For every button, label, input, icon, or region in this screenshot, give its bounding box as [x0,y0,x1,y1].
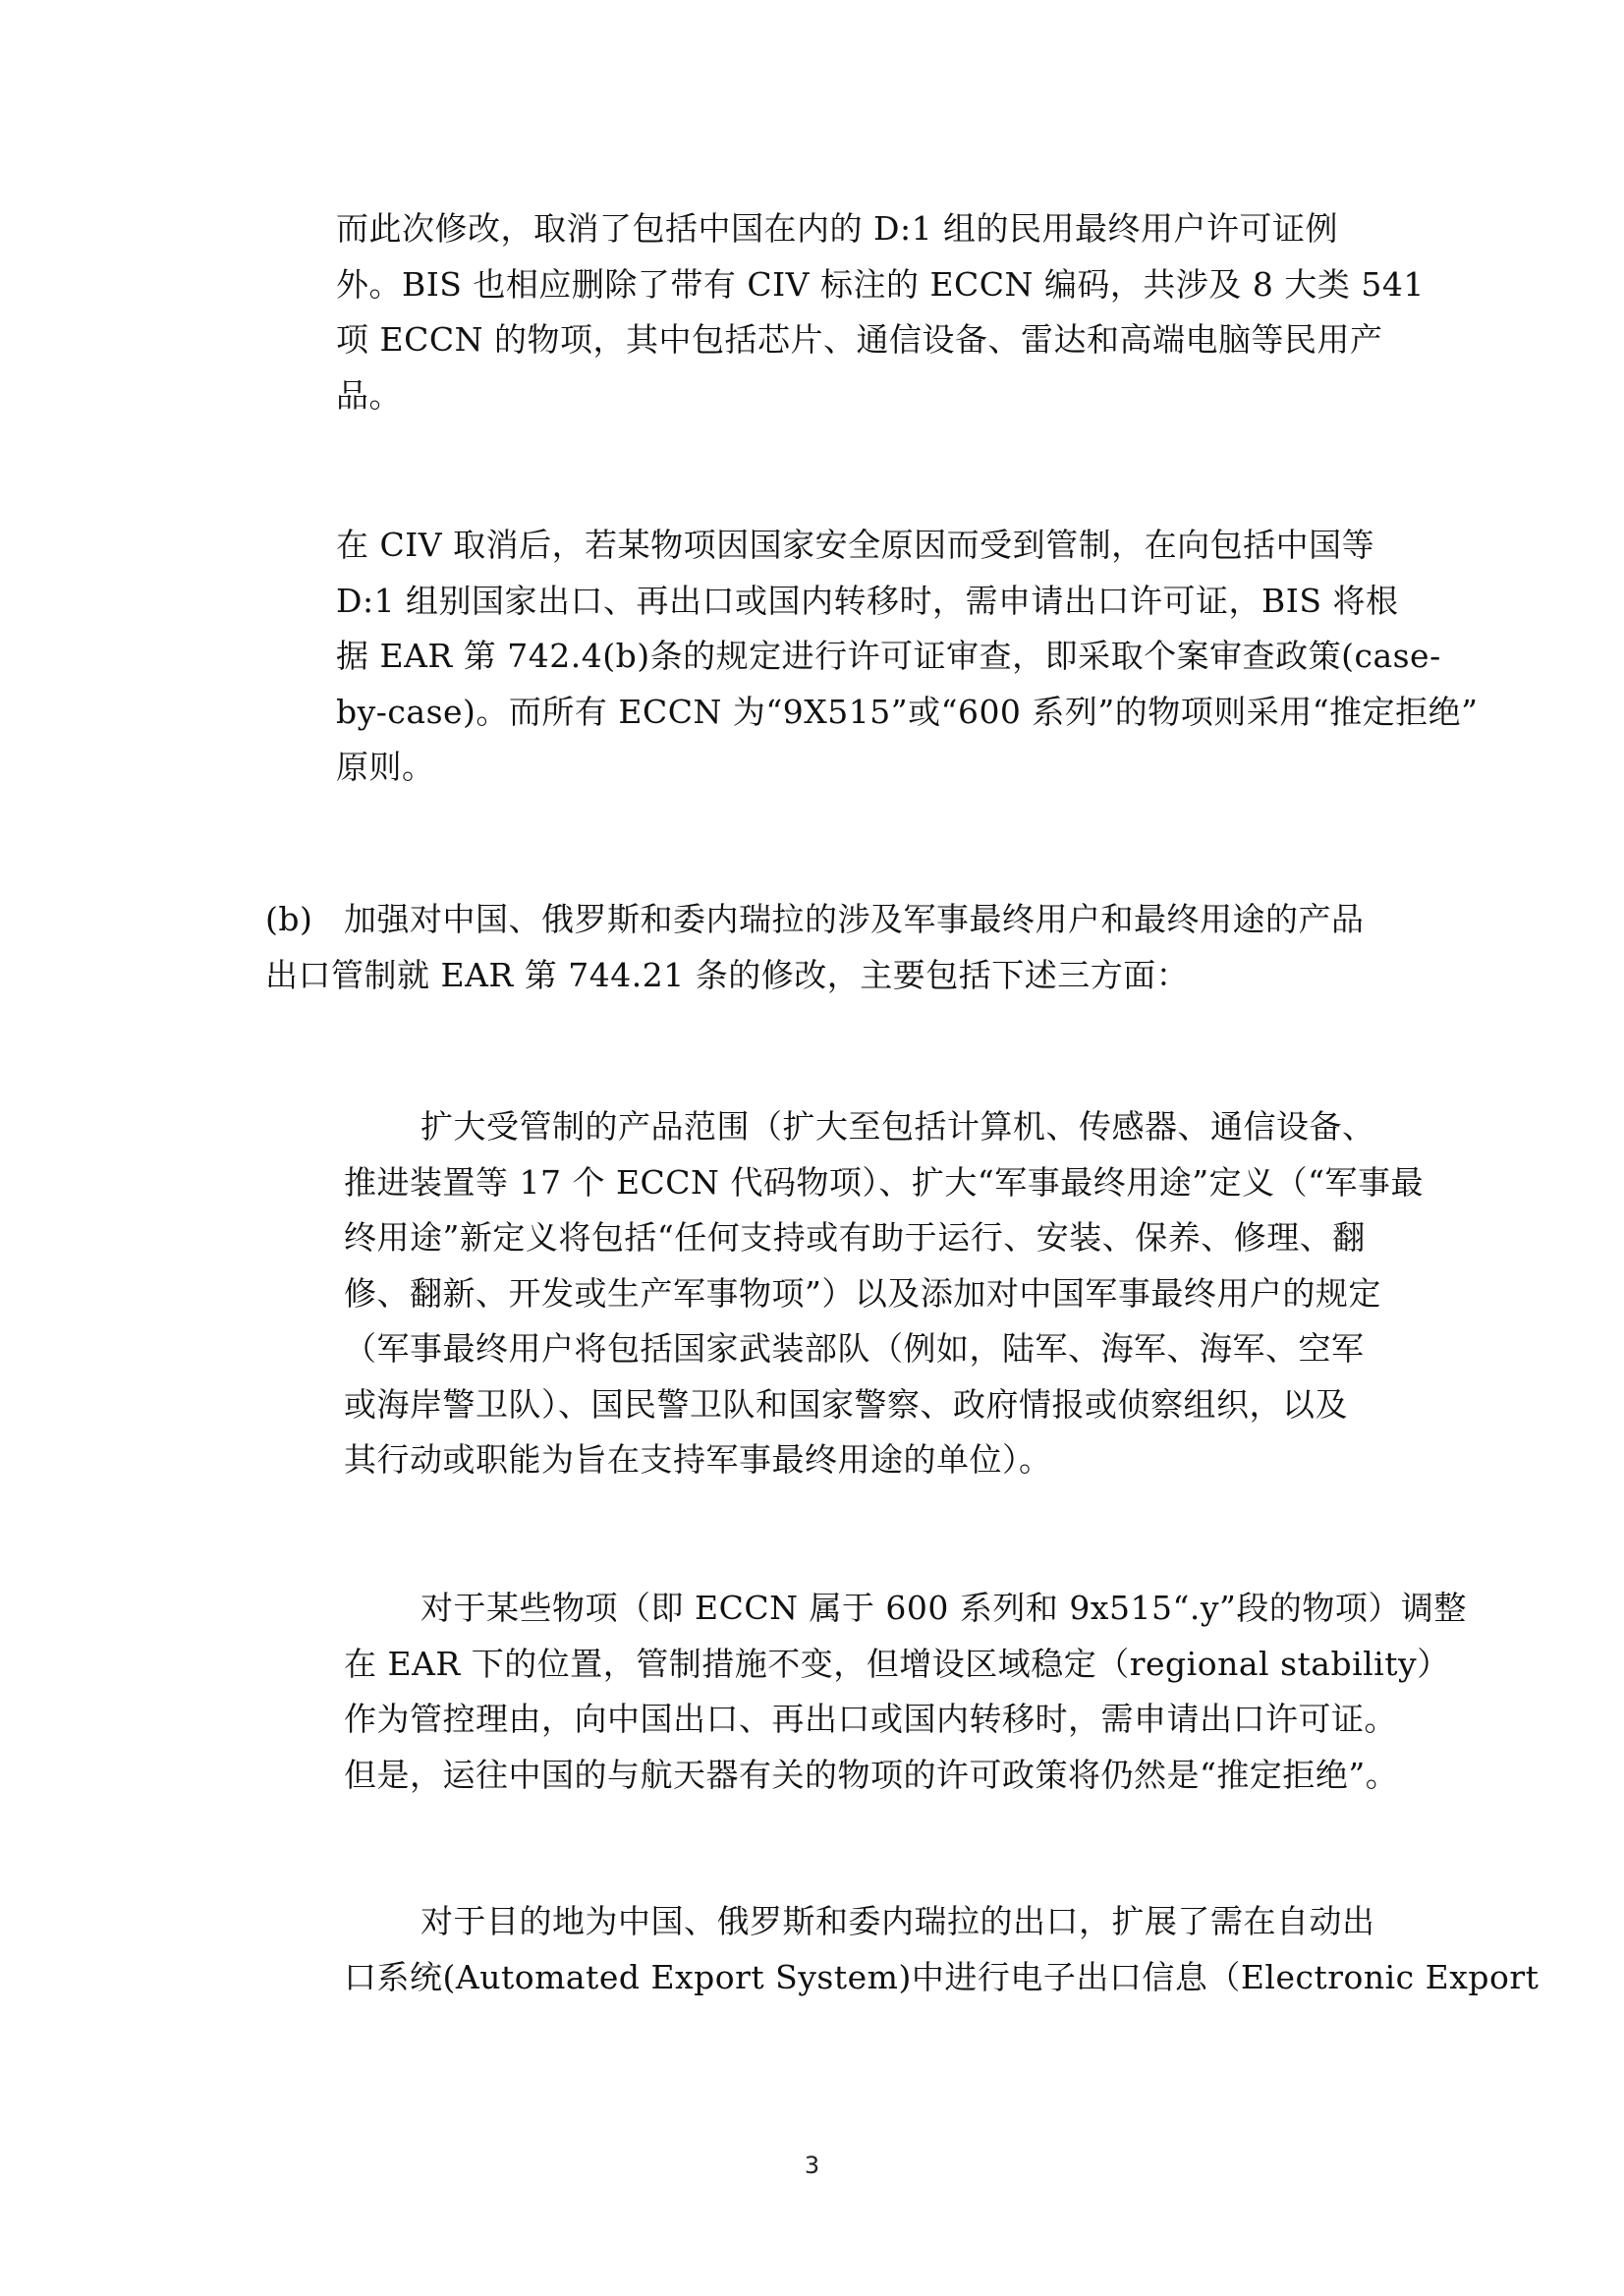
text-line: 据 EAR 第 742.4(b)条的规定进行许可证审查，即采取个案审查政策(case- [336,637,1441,675]
section-b-text-first: 加强对中国、俄罗斯和委内瑞拉的涉及军事最终用户和最终用途的产品 [344,900,1365,938]
section-label: (b) [265,900,313,938]
text-line [344,1099,1424,1155]
paragraph-civ-removal [336,201,1425,423]
text-line [265,892,1365,948]
page-number: 3 [804,2152,820,2179]
text-line: 但是，运往中国的与航天器有关的物项的许可政策将仍然是“推定拒绝”。 [344,1755,1399,1794]
text-line: 作为管控理由，向中国出口、再出口或国内转移时，需申请出口许可证。 [344,1700,1397,1738]
bullet-text-first: 对于某些物项（即 ECCN 属于 600 系列和 9x515“.y”段的物项）调整 [420,1589,1467,1627]
bullet-item-regional-stability [344,1581,1467,1803]
text-line: 品。 [336,375,402,415]
text-line [344,1581,1467,1637]
text-line: （军事最终用户将包括国家武装部队（例如，陆军、海军、海军、空军 [344,1329,1365,1368]
paragraph-license-review [336,518,1479,796]
text-line: 出口管制就 EAR 第 744.21 条的修改，主要包括下述三方面： [265,955,1190,994]
bullet-text-first: 扩大受管制的产品范围（扩大至包括计算机、传感器、通信设备、 [420,1107,1375,1146]
text-line [344,1894,1539,1950]
bullet-item-eei-filing [344,1894,1539,2005]
bullet-item-scope [344,1099,1424,1488]
text-line: D:1 组别国家出口、再出口或国内转移时，需申请出口许可证，BIS 将根 [336,581,1399,620]
text-line: 原则。 [336,748,435,786]
text-line: by-case)。而所有 ECCN 为“9X515”或“600 系列”的物项则采用“推定拒绝” [336,692,1479,731]
section-b-heading [265,892,1365,1003]
text-line: 或海岸警卫队）、国民警卫队和国家警察、政府情报或侦察组织，以及 [344,1384,1348,1424]
text-line: 其行动或职能为旨在支持军事最终用途的单位）。 [344,1440,1052,1479]
text-line: 而此次修改，取消了包括中国在内的 D:1 组的民用最终用户许可证例 [336,209,1339,248]
bullet-text-first: 对于目的地为中国、俄罗斯和委内瑞拉的出口，扩展了需在自动出 [420,1902,1375,1940]
text-line: 在 EAR 下的位置，管制措施不变，但增设区域稳定（regional stability） [344,1644,1450,1683]
text-line: 外。BIS 也相应删除了带有 CIV 标注的 ECCN 编码，共涉及 8 大类 541 [336,264,1425,304]
text-line: 修、翻新、开发或生产军事物项”）以及添加对中国军事最终用户的规定 [344,1273,1381,1313]
text-line: 口系统(Automated Export System)中进行电子出口信息（Electronic Export [344,1957,1540,1996]
text-line: 推进装置等 17 个 ECCN 代码物项）、扩大“军事最终用途”定义（“军事最 [344,1162,1425,1202]
text-line: 在 CIV 取消后，若某物项因国家安全原因而受到管制，在向包括中国等 [336,526,1375,564]
text-line: 项 ECCN 的物项，其中包括芯片、通信设备、雷达和高端电脑等民用产 [336,320,1383,359]
text-line: 终用途”新定义将包括“任何支持或有助于运行、安装、保养、修理、翻 [344,1218,1366,1257]
